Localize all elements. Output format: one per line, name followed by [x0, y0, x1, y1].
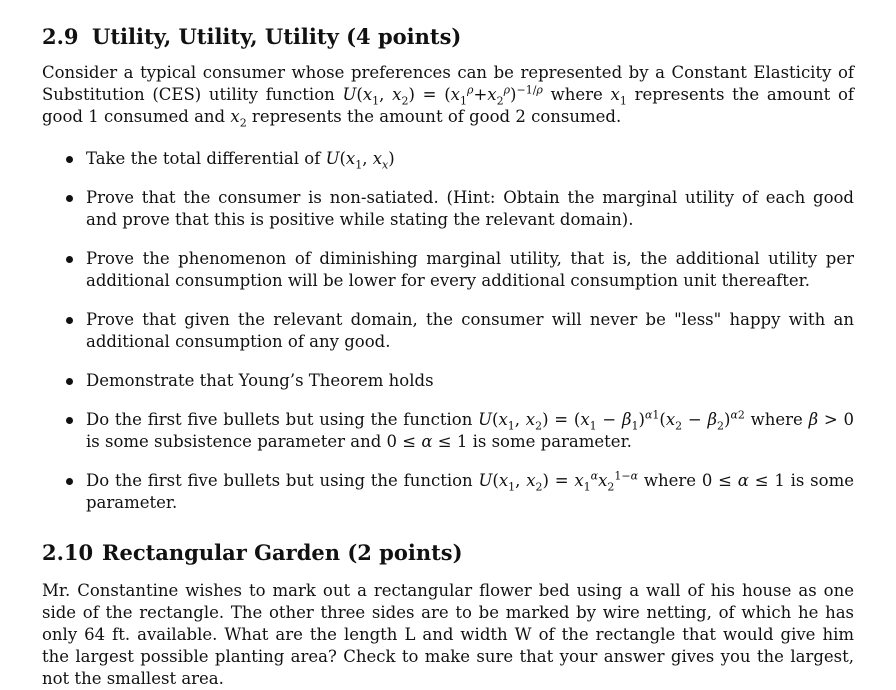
section-2-9-heading: [42, 23, 461, 51]
bullet-icon: [66, 378, 73, 385]
section-2-10-heading: [42, 539, 463, 567]
section-title: Utility, Utility, Utility (4 points): [92, 24, 462, 49]
section-title: Rectangular Garden (2 points): [102, 540, 463, 565]
task-list: [62, 148, 854, 531]
bullet-icon: [66, 417, 73, 424]
list-item: Do the first five bullets but using the function $U(x_1$, $x_2) = x_1^\alpha x_2^{1-\alpha}$ where 0 ≤ α ≤ 1 is some parameter.: [62, 470, 854, 514]
section-2-9-intro: Consider a typical consumer whose preferences can be represented by a Constant Elasticity of Substitution (CES) utility function $U(x_1$, $x_2) = (x_1^\rho+x_2^\rho)^{-1/\rho}$ where $x_1$ represents the amount of good 1 consumed and $x_2$ represents the amount of good 2 consumed.: [42, 63, 854, 130]
bullet-icon: [66, 195, 73, 202]
list-item: Prove that given the relevant domain, the consumer will never be "less" happy with an additional consumption of any good.: [62, 309, 854, 353]
bullet-icon: [66, 156, 73, 163]
list-item: Do the first five bullets but using the function $U(x_1$, $x_2) = (x_1 - \beta_1)^{\alpha 1}(x_2 - \beta_2)^{\alpha 2}$ where β > 0 is some subsistence parameter and 0 ≤ α ≤ 1 is some parameter.: [62, 409, 854, 453]
ces-utility-formula: U: [342, 85, 357, 104]
list-item: Demonstrate that Young’s Theorem holds: [62, 370, 854, 392]
section-2-10-body: Mr. Constantine wishes to mark out a rectangular flower bed using a wall of his house as one side of the rectangle. The other three sides are to be marked by wire netting, of which he has only 64 ft. available. What are the length L and width W of the rectangle that would give him the largest possible planting area? Check to make sure that your answer gives you the largest, not the smallest area.: [42, 581, 854, 688]
bullet-icon: [66, 256, 73, 263]
list-item: Prove that the consumer is non-satiated. (Hint: Obtain the marginal utility of each good and prove that this is positive while stating the relevant domain).: [62, 187, 854, 231]
section-number: 2.10: [42, 540, 94, 565]
section-number: 2.9: [42, 24, 79, 49]
list-item: Prove the phenomenon of diminishing marginal utility, that is, the additional utility per additional consumption will be lower for every additional consumption unit thereafter.: [62, 248, 854, 292]
bullet-icon: [66, 317, 73, 324]
list-item: Take the total differential of $U(x_1$, $x_x$): [62, 148, 854, 170]
bullet-icon: [66, 478, 73, 485]
